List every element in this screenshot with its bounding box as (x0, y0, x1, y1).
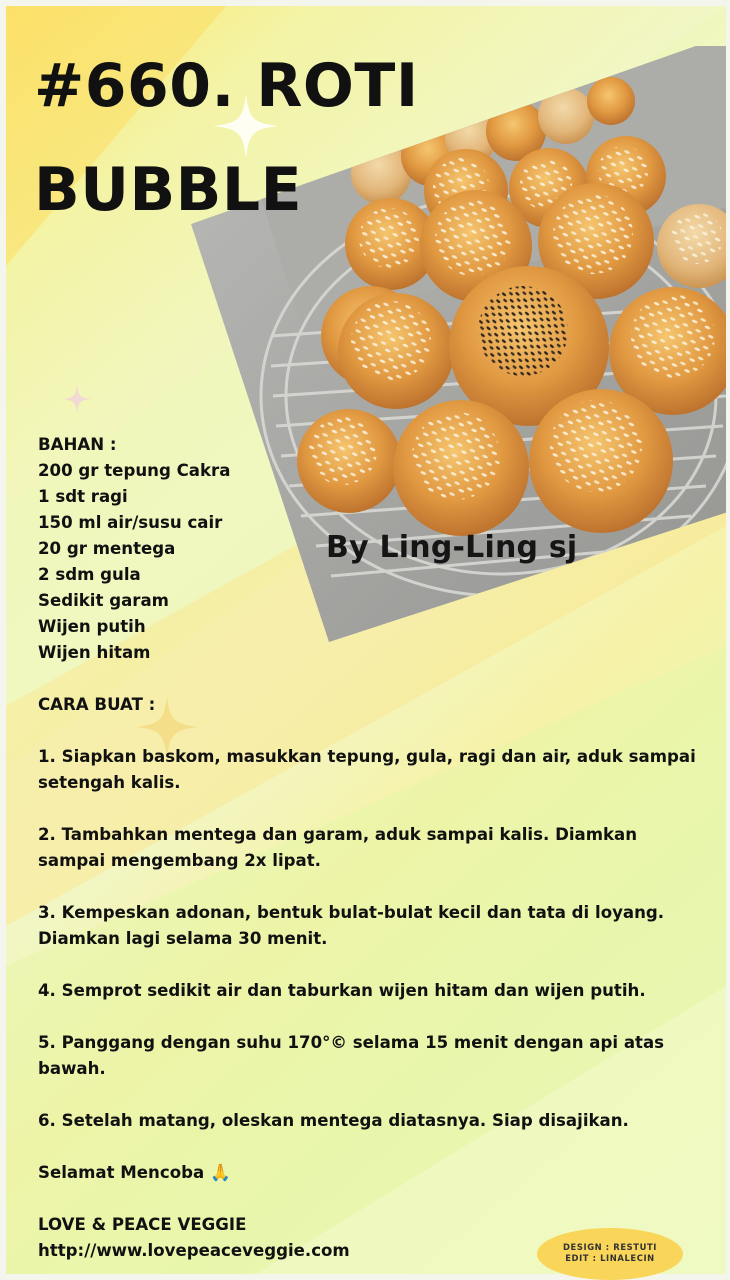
footer-url[interactable]: http://www.lovepeaceveggie.com (38, 1241, 350, 1260)
ingredient-item: 200 gr tepung Cakra (38, 461, 231, 480)
ingredient-item: Wijen hitam (38, 643, 151, 662)
ingredient-item: 150 ml air/susu cair (38, 513, 223, 532)
method-step: 3. Kempeskan adonan, bentuk bulat-bulat kecil dan tata di loyang. Diamkan lagi selama 30 menit. (38, 903, 665, 948)
method-step: 6. Setelah matang, oleskan mentega diatasnya. Siap disajikan. (38, 1111, 629, 1130)
recipe-card (6, 6, 726, 1274)
ingredient-item: 2 sdm gula (38, 565, 141, 584)
ingredient-item: 20 gr mentega (38, 539, 176, 558)
method-step: 2. Tambahkan mentega dan garam, aduk sampai kalis. Diamkan sampai mengembang 2x lipat. (38, 825, 638, 870)
credit-design: DESIGN : RESTUTI (562, 1242, 658, 1252)
ingredient-item: Wijen putih (38, 617, 146, 636)
method-heading: CARA BUAT : (38, 695, 156, 714)
credit-edit: EDIT : LINALECIN (565, 1253, 655, 1263)
author-byline: By Ling-Ling sj (326, 530, 578, 565)
ingredient-item: 1 sdt ragi (38, 487, 128, 506)
ingredient-item: Sedikit garam (38, 591, 169, 610)
page-title: #660. ROTI BUBBLE (34, 51, 419, 225)
recipe-text (38, 432, 708, 1264)
ingredients-heading: BAHAN : (38, 435, 117, 454)
method-step: 5. Panggang dengan suhu 170°© selama 15 menit dengan api atas bawah. (38, 1033, 665, 1078)
method-step: 1. Siapkan baskom, masukkan tepung, gula, ragi dan air, aduk sampai setengah kalis. (38, 747, 696, 792)
method-step: 4. Semprot sedikit air dan taburkan wijen hitam dan wijen putih. (38, 981, 646, 1000)
credit-badge (537, 1228, 683, 1280)
footer-org: LOVE & PEACE VEGGIE (38, 1215, 247, 1234)
closing-text: Selamat Mencoba 🙏 (38, 1163, 231, 1182)
